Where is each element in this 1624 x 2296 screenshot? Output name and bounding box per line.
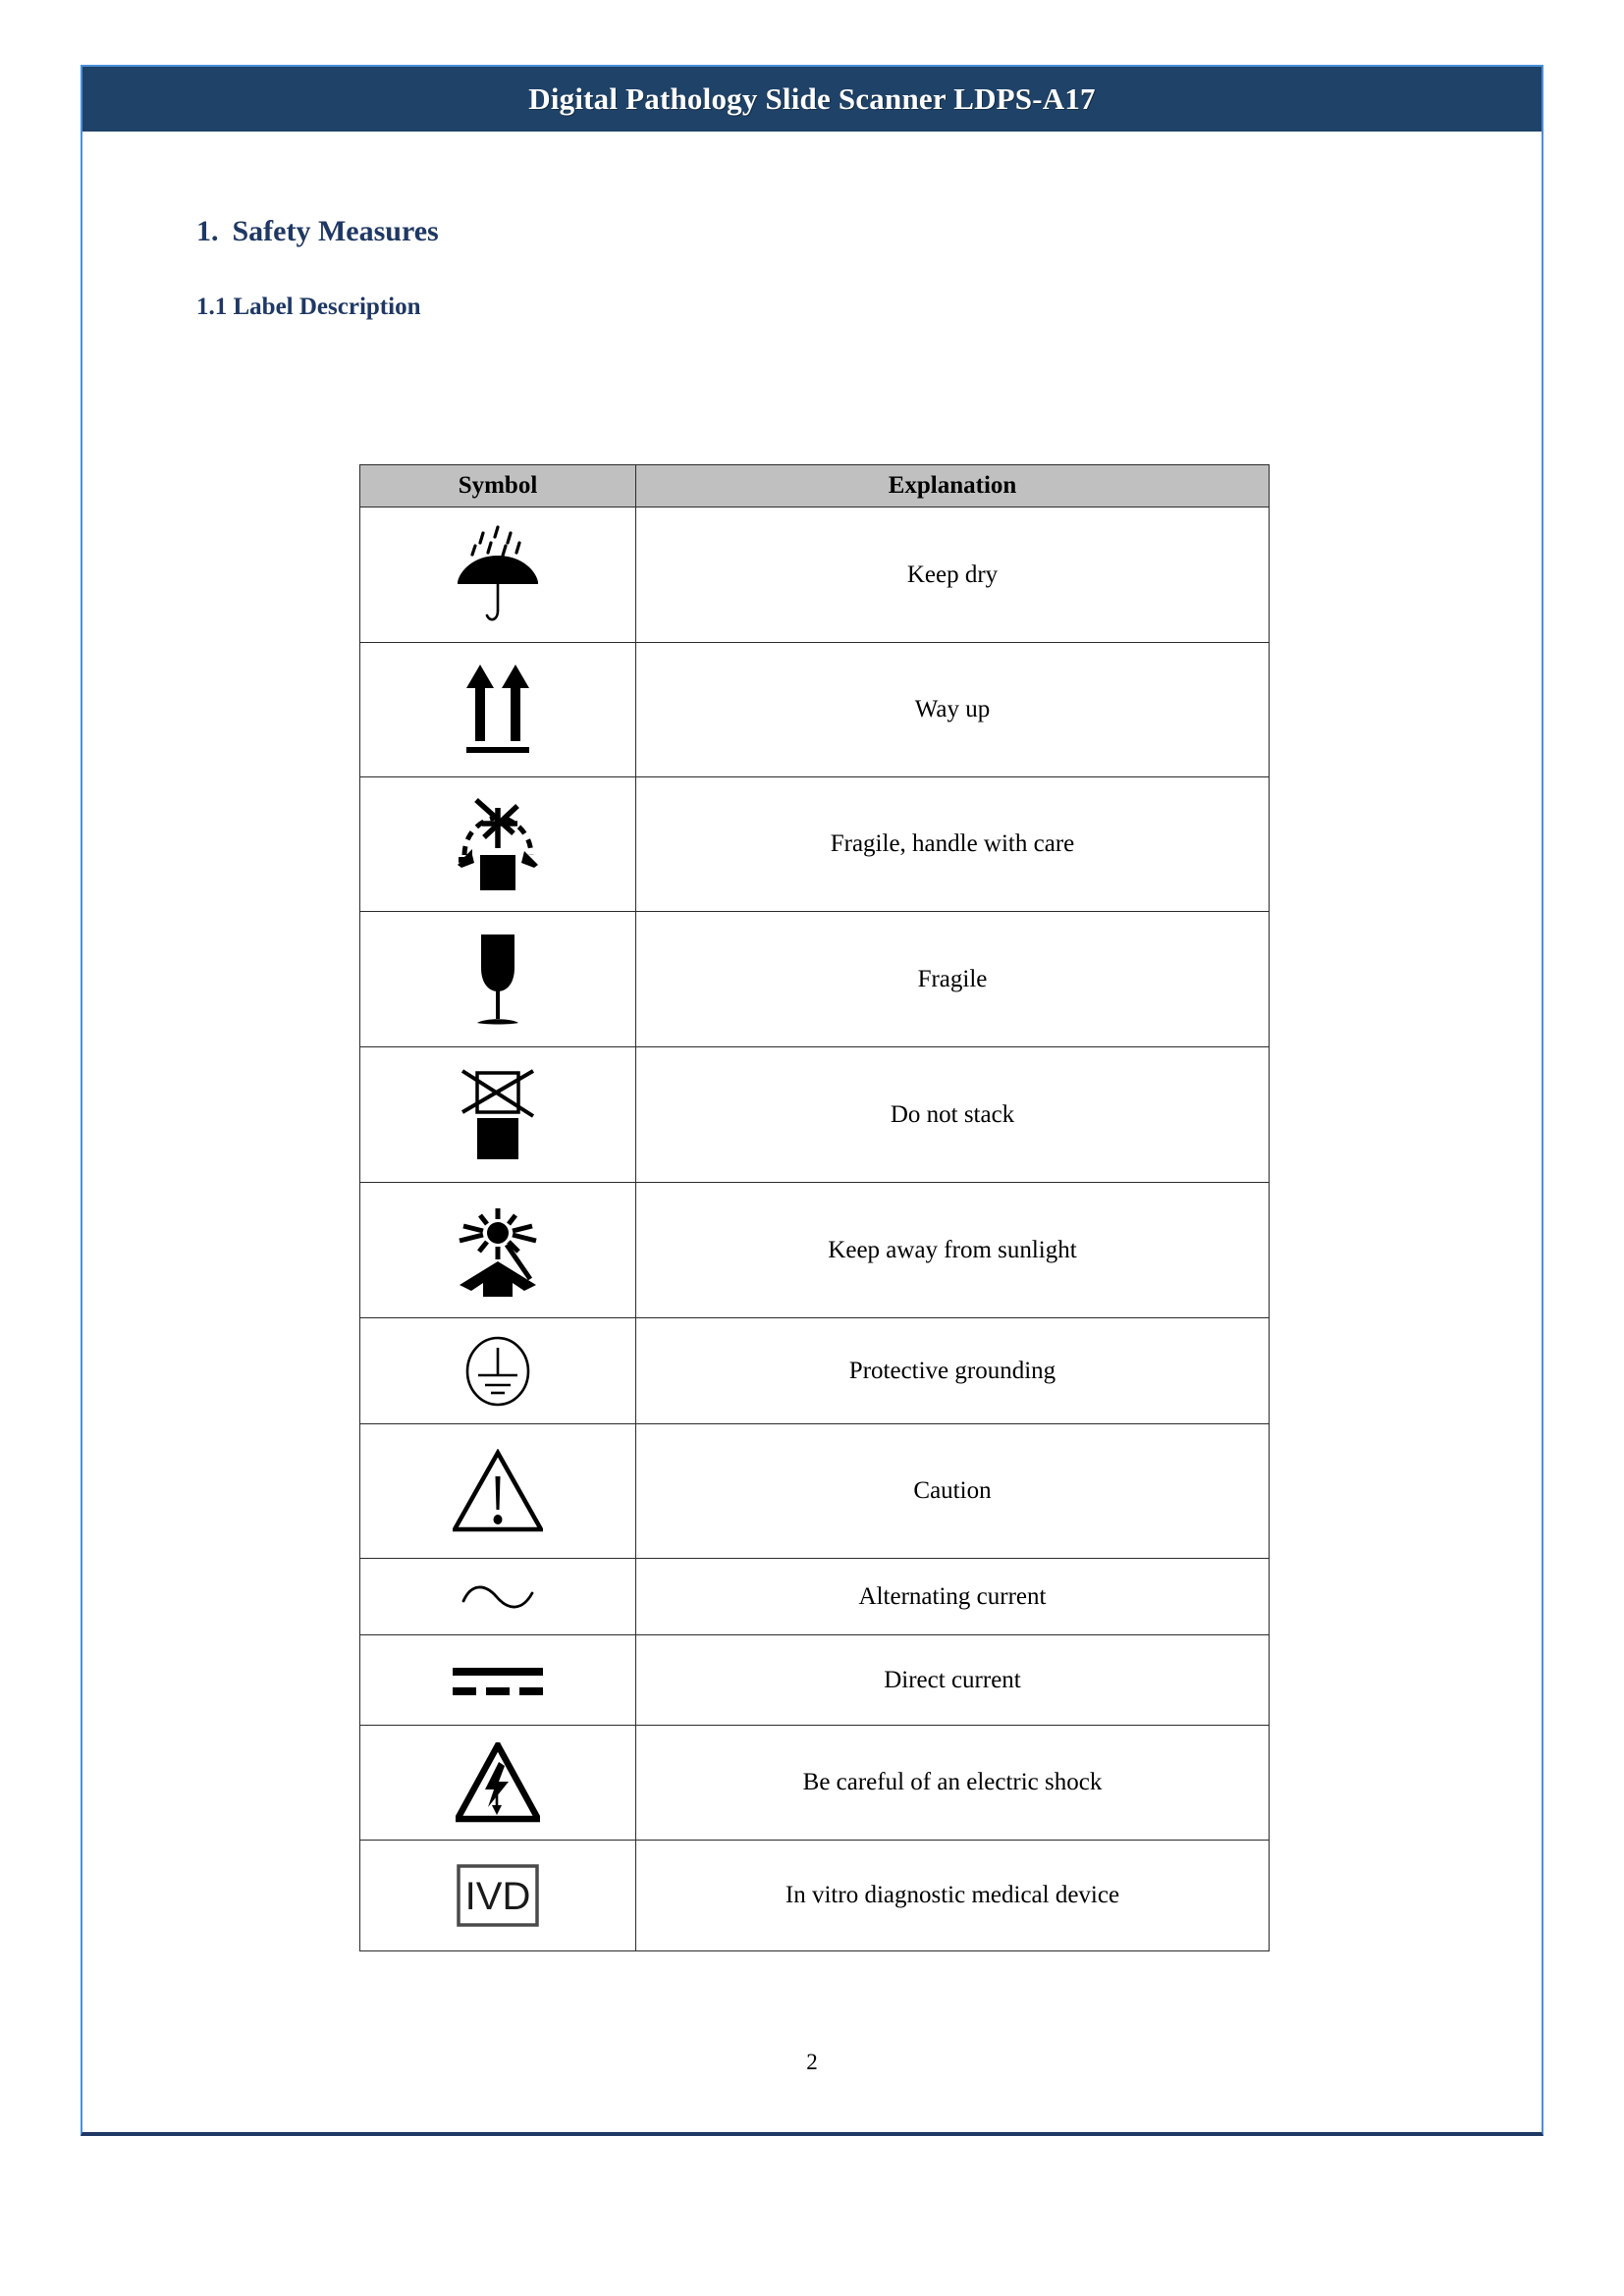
sine-wave-alternating-current-icon [360, 1581, 635, 1613]
column-header-explanation: Explanation [636, 465, 1270, 507]
table-row [360, 1183, 1270, 1318]
symbol-cell [360, 1559, 636, 1635]
crossed-box-do-not-stack-icon [360, 1065, 635, 1165]
table-row [360, 1318, 1270, 1424]
protective-earth-ground-icon [360, 1334, 635, 1409]
section-heading [196, 215, 439, 248]
symbol-cell [360, 1635, 636, 1726]
column-header-symbol: Symbol [360, 465, 636, 507]
warning-triangle-exclamation-caution-icon [360, 1449, 635, 1533]
svg-text:IVD: IVD [464, 1875, 531, 1918]
explanation-cell: Direct current [636, 1635, 1270, 1726]
two-up-arrows-this-way-up-icon [360, 661, 635, 759]
table-row [360, 1841, 1270, 1951]
table-row [360, 643, 1270, 777]
symbol-cell [360, 1424, 636, 1559]
document-title: Digital Pathology Slide Scanner LDPS-A17 [528, 81, 1096, 116]
table-row [360, 507, 1270, 643]
wine-glass-fragile-icon [360, 931, 635, 1029]
symbol-cell [360, 1318, 636, 1424]
ivd-boxed-label-icon [360, 1862, 635, 1929]
label-description-table [359, 464, 1270, 1951]
section-title: Safety Measures [232, 215, 439, 247]
page-content [82, 132, 1542, 2132]
document-page [81, 65, 1543, 2136]
subsection-heading: 1.1 Label Description [196, 294, 421, 320]
table-row [360, 1635, 1270, 1726]
table-row [360, 912, 1270, 1047]
table-header-row [360, 465, 1270, 507]
explanation-cell: Keep dry [636, 507, 1270, 643]
explanation-cell: Way up [636, 643, 1270, 777]
table-row [360, 777, 1270, 912]
symbol-cell [360, 777, 636, 912]
page-number: 2 [806, 2050, 818, 2074]
broken-glass-over-box-fragile-handle-icon [360, 794, 635, 894]
explanation-cell: In vitro diagnostic medical device [636, 1841, 1270, 1951]
explanation-cell: Keep away from sunlight [636, 1183, 1270, 1318]
section-number: 1. [196, 215, 219, 247]
explanation-cell: Fragile [636, 912, 1270, 1047]
lightning-bolt-triangle-electric-shock-icon [360, 1742, 635, 1823]
table-row [360, 1047, 1270, 1183]
sun-over-box-keep-away-from-sunlight-icon [360, 1201, 635, 1301]
explanation-cell: Do not stack [636, 1047, 1270, 1183]
symbol-cell [360, 1047, 636, 1183]
symbol-cell [360, 912, 636, 1047]
explanation-cell: Caution [636, 1424, 1270, 1559]
table-row [360, 1726, 1270, 1841]
symbol-cell [360, 507, 636, 643]
symbol-cell [360, 643, 636, 777]
explanation-cell: Fragile, handle with care [636, 777, 1270, 912]
explanation-cell: Alternating current [636, 1559, 1270, 1635]
explanation-cell: Protective grounding [636, 1318, 1270, 1424]
document-header-banner [82, 67, 1542, 132]
table-row [360, 1559, 1270, 1635]
symbol-cell [360, 1726, 636, 1841]
explanation-cell: Be careful of an electric shock [636, 1726, 1270, 1841]
solid-dashed-lines-direct-current-icon [360, 1661, 635, 1700]
symbol-cell [360, 1183, 636, 1318]
umbrella-rain-keep-dry-icon [360, 524, 635, 626]
symbol-cell [360, 1841, 636, 1951]
table-row [360, 1424, 1270, 1559]
